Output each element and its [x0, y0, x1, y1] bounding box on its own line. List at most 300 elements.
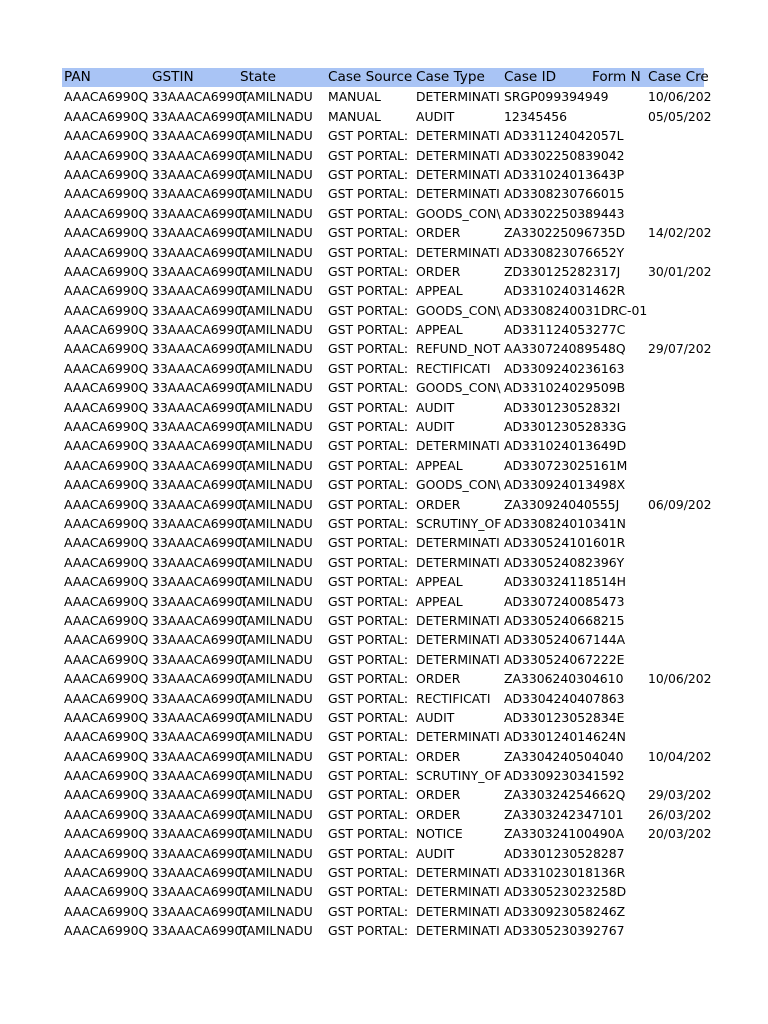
case-created-cell[interactable]	[646, 727, 704, 746]
case-type-cell[interactable]: DETERMINATI	[416, 535, 500, 551]
case-id-cell[interactable]: AD330123052832I	[504, 399, 621, 415]
state-cell[interactable]: TAMILNADU	[240, 244, 313, 260]
case-id-cell[interactable]: AD330524067144A	[504, 632, 626, 648]
case-source-cell[interactable]: GST PORTAL:	[328, 147, 409, 163]
form-no-cell[interactable]	[590, 630, 646, 649]
case-source-cell[interactable]: GST PORTAL:	[328, 884, 409, 900]
gstin-cell[interactable]: 33AAACA6990(	[152, 574, 248, 590]
gstin-cell[interactable]: 33AAACA6990(	[152, 515, 248, 531]
case-id-cell[interactable]: AA330724089548Q	[504, 341, 626, 357]
case-source-cell[interactable]: GST PORTAL:	[328, 923, 409, 939]
case-type-cell[interactable]: RECTIFICATI	[416, 360, 491, 376]
case-type-cell[interactable]: AUDIT	[416, 845, 455, 861]
pan-cell[interactable]: AAACA6990Q	[64, 147, 149, 163]
case-created-cell[interactable]	[646, 204, 704, 223]
case-type-cell[interactable]: SCRUTINY_OF	[416, 768, 502, 784]
pan-cell[interactable]: AAACA6990Q	[64, 806, 149, 822]
pan-cell[interactable]: AAACA6990Q	[64, 399, 149, 415]
form-no-cell[interactable]	[590, 824, 646, 843]
case-id-cell[interactable]: AD330723025161M	[504, 457, 628, 473]
form-no-cell[interactable]	[590, 320, 646, 339]
form-no-cell[interactable]	[590, 87, 646, 106]
state-cell[interactable]: TAMILNADU	[240, 419, 313, 435]
pan-cell[interactable]: AAACA6990Q	[64, 884, 149, 900]
pan-cell[interactable]: AAACA6990Q	[64, 496, 149, 512]
case-source-cell[interactable]: GST PORTAL:	[328, 496, 409, 512]
pan-cell[interactable]: AAACA6990Q	[64, 360, 149, 376]
state-cell[interactable]: TAMILNADU	[240, 651, 313, 667]
case-source-cell[interactable]: GST PORTAL:	[328, 283, 409, 299]
case-created-cell[interactable]: 06/09/202	[648, 496, 712, 512]
case-source-cell[interactable]: GST PORTAL:	[328, 826, 409, 842]
header-case-id[interactable]: Case ID	[504, 69, 557, 85]
case-type-cell[interactable]: DETERMINATI	[416, 89, 500, 105]
pan-cell[interactable]: AAACA6990Q	[64, 709, 149, 725]
state-cell[interactable]: TAMILNADU	[240, 884, 313, 900]
case-created-cell[interactable]: 29/07/202	[648, 341, 712, 357]
form-no-cell[interactable]	[590, 262, 646, 281]
case-created-cell[interactable]	[646, 689, 704, 708]
case-id-cell[interactable]: AD3309230341592	[504, 768, 625, 784]
case-type-cell[interactable]: DETERMINATI	[416, 186, 500, 202]
case-source-cell[interactable]: GST PORTAL:	[328, 865, 409, 881]
form-no-cell[interactable]	[590, 378, 646, 397]
case-created-cell[interactable]: 20/03/202	[648, 826, 712, 842]
state-cell[interactable]: TAMILNADU	[240, 593, 313, 609]
case-type-cell[interactable]: GOODS_CON\	[416, 477, 501, 493]
case-type-cell[interactable]: ORDER	[416, 748, 461, 764]
case-type-cell[interactable]: ORDER	[416, 496, 461, 512]
state-cell[interactable]: TAMILNADU	[240, 554, 313, 570]
case-created-cell[interactable]	[646, 514, 704, 533]
state-cell[interactable]: TAMILNADU	[240, 186, 313, 202]
pan-cell[interactable]: AAACA6990Q	[64, 225, 149, 241]
pan-cell[interactable]: AAACA6990Q	[64, 457, 149, 473]
case-id-cell[interactable]: AD3305230392767	[504, 923, 625, 939]
case-created-cell[interactable]	[646, 533, 704, 552]
case-created-cell[interactable]: 10/04/202	[648, 748, 712, 764]
case-type-cell[interactable]: GOODS_CON\	[416, 302, 501, 318]
case-created-cell[interactable]: 29/03/202	[648, 787, 712, 803]
form-no-cell[interactable]	[590, 107, 646, 126]
form-no-cell[interactable]	[590, 669, 646, 688]
case-type-cell[interactable]: AUDIT	[416, 419, 455, 435]
form-no-cell[interactable]	[590, 126, 646, 145]
gstin-cell[interactable]: 33AAACA6990(	[152, 865, 248, 881]
form-no-cell[interactable]	[590, 533, 646, 552]
gstin-cell[interactable]: 33AAACA6990(	[152, 709, 248, 725]
case-type-cell[interactable]: DETERMINATI	[416, 438, 500, 454]
form-no-cell[interactable]	[590, 456, 646, 475]
form-no-cell[interactable]	[590, 495, 646, 514]
case-source-cell[interactable]: GST PORTAL:	[328, 574, 409, 590]
case-type-cell[interactable]: AUDIT	[416, 108, 455, 124]
case-type-cell[interactable]: APPEAL	[416, 574, 463, 590]
case-created-cell[interactable]	[646, 844, 704, 863]
case-created-cell[interactable]	[646, 184, 704, 203]
gstin-cell[interactable]: 33AAACA6990(	[152, 923, 248, 939]
case-id-cell[interactable]: AD331023018136R	[504, 865, 626, 881]
case-created-cell[interactable]: 10/06/202	[648, 89, 712, 105]
case-source-cell[interactable]: GST PORTAL:	[328, 651, 409, 667]
pan-cell[interactable]: AAACA6990Q	[64, 826, 149, 842]
gstin-cell[interactable]: 33AAACA6990(	[152, 632, 248, 648]
case-created-cell[interactable]	[646, 301, 704, 320]
form-no-cell[interactable]	[590, 921, 646, 940]
case-type-cell[interactable]: ORDER	[416, 225, 461, 241]
pan-cell[interactable]: AAACA6990Q	[64, 903, 149, 919]
form-no-cell[interactable]	[590, 475, 646, 494]
state-cell[interactable]: TAMILNADU	[240, 515, 313, 531]
header-form-no[interactable]: Form N	[592, 69, 641, 85]
state-cell[interactable]: TAMILNADU	[240, 457, 313, 473]
case-id-cell[interactable]: ZA3304240504040	[504, 748, 624, 764]
gstin-cell[interactable]: 33AAACA6990(	[152, 496, 248, 512]
case-type-cell[interactable]: DETERMINATI	[416, 166, 500, 182]
state-cell[interactable]: TAMILNADU	[240, 709, 313, 725]
case-type-cell[interactable]: DETERMINATI	[416, 651, 500, 667]
case-type-cell[interactable]: DETERMINATI	[416, 729, 500, 745]
case-created-cell[interactable]	[646, 882, 704, 901]
gstin-cell[interactable]: 33AAACA6990(	[152, 845, 248, 861]
case-source-cell[interactable]: GST PORTAL:	[328, 768, 409, 784]
case-id-cell[interactable]: AD330823076652Y	[504, 244, 625, 260]
gstin-cell[interactable]: 33AAACA6990(	[152, 399, 248, 415]
gstin-cell[interactable]: 33AAACA6990(	[152, 108, 248, 124]
gstin-cell[interactable]: 33AAACA6990(	[152, 477, 248, 493]
case-created-cell[interactable]	[646, 902, 704, 921]
case-source-cell[interactable]: GST PORTAL:	[328, 845, 409, 861]
state-cell[interactable]: TAMILNADU	[240, 263, 313, 279]
state-cell[interactable]: TAMILNADU	[240, 826, 313, 842]
header-state[interactable]: State	[240, 69, 276, 85]
case-id-cell[interactable]: ZA3306240304610	[504, 671, 624, 687]
case-source-cell[interactable]: GST PORTAL:	[328, 186, 409, 202]
state-cell[interactable]: TAMILNADU	[240, 612, 313, 628]
state-cell[interactable]: TAMILNADU	[240, 574, 313, 590]
form-no-cell[interactable]	[590, 514, 646, 533]
case-created-cell[interactable]	[646, 630, 704, 649]
form-no-cell[interactable]	[590, 572, 646, 591]
case-source-cell[interactable]: GST PORTAL:	[328, 360, 409, 376]
pan-cell[interactable]: AAACA6990Q	[64, 186, 149, 202]
case-id-cell[interactable]: AD331024031462R	[504, 283, 626, 299]
case-created-cell[interactable]	[646, 165, 704, 184]
header-pan[interactable]: PAN	[64, 69, 91, 85]
state-cell[interactable]: TAMILNADU	[240, 923, 313, 939]
case-type-cell[interactable]: DETERMINATI	[416, 632, 500, 648]
case-id-cell[interactable]: 12345456	[504, 108, 568, 124]
case-source-cell[interactable]: GST PORTAL:	[328, 903, 409, 919]
header-case-type[interactable]: Case Type	[416, 69, 485, 85]
case-type-cell[interactable]: NOTICE	[416, 826, 463, 842]
form-no-cell[interactable]	[590, 146, 646, 165]
form-no-cell[interactable]	[590, 650, 646, 669]
state-cell[interactable]: TAMILNADU	[240, 477, 313, 493]
case-id-cell[interactable]: AD3309240236163	[504, 360, 625, 376]
gstin-cell[interactable]: 33AAACA6990(	[152, 283, 248, 299]
state-cell[interactable]: TAMILNADU	[240, 729, 313, 745]
gstin-cell[interactable]: 33AAACA6990(	[152, 263, 248, 279]
case-created-cell[interactable]	[646, 398, 704, 417]
case-id-cell[interactable]: AD3308240031DRC-01	[504, 302, 648, 318]
case-id-cell[interactable]: AD3302250389443	[504, 205, 625, 221]
case-id-cell[interactable]: AD330924013498X	[504, 477, 626, 493]
form-no-cell[interactable]	[590, 301, 646, 320]
case-created-cell[interactable]	[646, 126, 704, 145]
state-cell[interactable]: TAMILNADU	[240, 806, 313, 822]
case-created-cell[interactable]	[646, 359, 704, 378]
state-cell[interactable]: TAMILNADU	[240, 865, 313, 881]
case-source-cell[interactable]: GST PORTAL:	[328, 225, 409, 241]
case-created-cell[interactable]	[646, 863, 704, 882]
case-source-cell[interactable]: GST PORTAL:	[328, 438, 409, 454]
gstin-cell[interactable]: 33AAACA6990(	[152, 535, 248, 551]
state-cell[interactable]: TAMILNADU	[240, 302, 313, 318]
case-source-cell[interactable]: GST PORTAL:	[328, 535, 409, 551]
gstin-cell[interactable]: 33AAACA6990(	[152, 612, 248, 628]
case-type-cell[interactable]: ORDER	[416, 263, 461, 279]
case-type-cell[interactable]: DETERMINATI	[416, 554, 500, 570]
case-id-cell[interactable]: AD330824010341N	[504, 515, 626, 531]
case-created-cell[interactable]	[646, 146, 704, 165]
case-id-cell[interactable]: AD3301230528287	[504, 845, 625, 861]
case-type-cell[interactable]: AUDIT	[416, 709, 455, 725]
gstin-cell[interactable]: 33AAACA6990(	[152, 729, 248, 745]
pan-cell[interactable]: AAACA6990Q	[64, 166, 149, 182]
gstin-cell[interactable]: 33AAACA6990(	[152, 147, 248, 163]
case-type-cell[interactable]: DETERMINATI	[416, 612, 500, 628]
pan-cell[interactable]: AAACA6990Q	[64, 865, 149, 881]
pan-cell[interactable]: AAACA6990Q	[64, 651, 149, 667]
case-id-cell[interactable]: AD331024013643P	[504, 166, 625, 182]
pan-cell[interactable]: AAACA6990Q	[64, 612, 149, 628]
form-no-cell[interactable]	[590, 863, 646, 882]
state-cell[interactable]: TAMILNADU	[240, 225, 313, 241]
case-type-cell[interactable]: DETERMINATI	[416, 865, 500, 881]
gstin-cell[interactable]: 33AAACA6990(	[152, 302, 248, 318]
pan-cell[interactable]: AAACA6990Q	[64, 302, 149, 318]
pan-cell[interactable]: AAACA6990Q	[64, 574, 149, 590]
gstin-cell[interactable]: 33AAACA6990(	[152, 166, 248, 182]
pan-cell[interactable]: AAACA6990Q	[64, 244, 149, 260]
state-cell[interactable]: TAMILNADU	[240, 535, 313, 551]
case-id-cell[interactable]: AD331124042057L	[504, 128, 624, 144]
pan-cell[interactable]: AAACA6990Q	[64, 89, 149, 105]
gstin-cell[interactable]: 33AAACA6990(	[152, 593, 248, 609]
case-type-cell[interactable]: DETERMINATI	[416, 903, 500, 919]
case-id-cell[interactable]: ZA330324100490A	[504, 826, 625, 842]
case-created-cell[interactable]: 05/05/202	[648, 108, 712, 124]
pan-cell[interactable]: AAACA6990Q	[64, 748, 149, 764]
case-id-cell[interactable]: AD330124014624N	[504, 729, 626, 745]
pan-cell[interactable]: AAACA6990Q	[64, 729, 149, 745]
case-id-cell[interactable]: AD330524082396Y	[504, 554, 625, 570]
gstin-cell[interactable]: 33AAACA6990(	[152, 457, 248, 473]
case-type-cell[interactable]: GOODS_CON\	[416, 380, 501, 396]
case-type-cell[interactable]: REFUND_NOT	[416, 341, 501, 357]
form-no-cell[interactable]	[590, 689, 646, 708]
gstin-cell[interactable]: 33AAACA6990(	[152, 360, 248, 376]
case-source-cell[interactable]: GST PORTAL:	[328, 671, 409, 687]
case-created-cell[interactable]: 10/06/202	[648, 671, 712, 687]
case-id-cell[interactable]: ZA330324254662Q	[504, 787, 626, 803]
case-id-cell[interactable]: AD331124053277C	[504, 322, 626, 338]
case-type-cell[interactable]: DETERMINATI	[416, 884, 500, 900]
form-no-cell[interactable]	[590, 184, 646, 203]
pan-cell[interactable]: AAACA6990Q	[64, 515, 149, 531]
form-no-cell[interactable]	[590, 243, 646, 262]
case-type-cell[interactable]: APPEAL	[416, 593, 463, 609]
case-source-cell[interactable]: GST PORTAL:	[328, 205, 409, 221]
header-gstin[interactable]: GSTIN	[152, 69, 194, 85]
case-type-cell[interactable]: DETERMINATI	[416, 128, 500, 144]
case-id-cell[interactable]: SRGP099394949	[504, 89, 609, 105]
gstin-cell[interactable]: 33AAACA6990(	[152, 554, 248, 570]
case-created-cell[interactable]	[646, 708, 704, 727]
case-id-cell[interactable]: AD331024013649D	[504, 438, 627, 454]
case-source-cell[interactable]: GST PORTAL:	[328, 128, 409, 144]
case-id-cell[interactable]: AD3307240085473	[504, 593, 625, 609]
state-cell[interactable]: TAMILNADU	[240, 147, 313, 163]
case-source-cell[interactable]: GST PORTAL:	[328, 729, 409, 745]
form-no-cell[interactable]	[590, 766, 646, 785]
gstin-cell[interactable]: 33AAACA6990(	[152, 787, 248, 803]
form-no-cell[interactable]	[590, 727, 646, 746]
state-cell[interactable]: TAMILNADU	[240, 632, 313, 648]
case-id-cell[interactable]: AD331024029509B	[504, 380, 626, 396]
case-type-cell[interactable]: ORDER	[416, 787, 461, 803]
case-source-cell[interactable]: GST PORTAL:	[328, 244, 409, 260]
gstin-cell[interactable]: 33AAACA6990(	[152, 806, 248, 822]
case-created-cell[interactable]: 26/03/202	[648, 806, 712, 822]
gstin-cell[interactable]: 33AAACA6990(	[152, 748, 248, 764]
pan-cell[interactable]: AAACA6990Q	[64, 438, 149, 454]
case-source-cell[interactable]: GST PORTAL:	[328, 554, 409, 570]
gstin-cell[interactable]: 33AAACA6990(	[152, 205, 248, 221]
pan-cell[interactable]: AAACA6990Q	[64, 263, 149, 279]
pan-cell[interactable]: AAACA6990Q	[64, 108, 149, 124]
form-no-cell[interactable]	[590, 844, 646, 863]
form-no-cell[interactable]	[590, 417, 646, 436]
gstin-cell[interactable]: 33AAACA6990(	[152, 690, 248, 706]
case-created-cell[interactable]	[646, 417, 704, 436]
case-created-cell[interactable]	[646, 243, 704, 262]
case-created-cell[interactable]	[646, 320, 704, 339]
case-id-cell[interactable]: AD330123052833G	[504, 419, 627, 435]
gstin-cell[interactable]: 33AAACA6990(	[152, 322, 248, 338]
case-id-cell[interactable]: ZD330125282317J	[504, 263, 621, 279]
form-no-cell[interactable]	[590, 204, 646, 223]
case-type-cell[interactable]: APPEAL	[416, 457, 463, 473]
case-id-cell[interactable]: AD330324118514H	[504, 574, 626, 590]
form-no-cell[interactable]	[590, 281, 646, 300]
case-source-cell[interactable]: GST PORTAL:	[328, 457, 409, 473]
gstin-cell[interactable]: 33AAACA6990(	[152, 128, 248, 144]
case-type-cell[interactable]: AUDIT	[416, 399, 455, 415]
pan-cell[interactable]: AAACA6990Q	[64, 632, 149, 648]
case-source-cell[interactable]: GST PORTAL:	[328, 748, 409, 764]
case-source-cell[interactable]: GST PORTAL:	[328, 515, 409, 531]
pan-cell[interactable]: AAACA6990Q	[64, 923, 149, 939]
case-id-cell[interactable]: AD330523023258D	[504, 884, 627, 900]
form-no-cell[interactable]	[590, 553, 646, 572]
form-no-cell[interactable]	[590, 611, 646, 630]
form-no-cell[interactable]	[590, 436, 646, 455]
pan-cell[interactable]: AAACA6990Q	[64, 322, 149, 338]
pan-cell[interactable]: AAACA6990Q	[64, 380, 149, 396]
pan-cell[interactable]: AAACA6990Q	[64, 768, 149, 784]
case-source-cell[interactable]: GST PORTAL:	[328, 477, 409, 493]
case-source-cell[interactable]: GST PORTAL:	[328, 612, 409, 628]
state-cell[interactable]: TAMILNADU	[240, 399, 313, 415]
case-created-cell[interactable]	[646, 650, 704, 669]
case-id-cell[interactable]: ZA3303242347101	[504, 806, 624, 822]
state-cell[interactable]: TAMILNADU	[240, 438, 313, 454]
state-cell[interactable]: TAMILNADU	[240, 360, 313, 376]
state-cell[interactable]: TAMILNADU	[240, 903, 313, 919]
case-type-cell[interactable]: APPEAL	[416, 283, 463, 299]
pan-cell[interactable]: AAACA6990Q	[64, 554, 149, 570]
case-id-cell[interactable]: ZA330924040555J	[504, 496, 620, 512]
case-id-cell[interactable]: AD330923058246Z	[504, 903, 626, 919]
case-created-cell[interactable]	[646, 766, 704, 785]
form-no-cell[interactable]	[590, 398, 646, 417]
pan-cell[interactable]: AAACA6990Q	[64, 128, 149, 144]
case-type-cell[interactable]: DETERMINATI	[416, 923, 500, 939]
state-cell[interactable]: TAMILNADU	[240, 845, 313, 861]
case-id-cell[interactable]: AD3308230766015	[504, 186, 625, 202]
gstin-cell[interactable]: 33AAACA6990(	[152, 244, 248, 260]
gstin-cell[interactable]: 33AAACA6990(	[152, 651, 248, 667]
pan-cell[interactable]: AAACA6990Q	[64, 535, 149, 551]
case-created-cell[interactable]	[646, 475, 704, 494]
case-source-cell[interactable]: GST PORTAL:	[328, 341, 409, 357]
state-cell[interactable]: TAMILNADU	[240, 166, 313, 182]
pan-cell[interactable]: AAACA6990Q	[64, 845, 149, 861]
case-created-cell[interactable]	[646, 592, 704, 611]
state-cell[interactable]: TAMILNADU	[240, 108, 313, 124]
case-id-cell[interactable]: AD3302250839042	[504, 147, 625, 163]
case-source-cell[interactable]: GST PORTAL:	[328, 166, 409, 182]
case-id-cell[interactable]: AD3304240407863	[504, 690, 625, 706]
form-no-cell[interactable]	[590, 785, 646, 804]
case-created-cell[interactable]: 30/01/202	[648, 263, 712, 279]
gstin-cell[interactable]: 33AAACA6990(	[152, 380, 248, 396]
case-created-cell[interactable]	[646, 456, 704, 475]
state-cell[interactable]: TAMILNADU	[240, 690, 313, 706]
form-no-cell[interactable]	[590, 882, 646, 901]
state-cell[interactable]: TAMILNADU	[240, 671, 313, 687]
form-no-cell[interactable]	[590, 805, 646, 824]
case-source-cell[interactable]: GST PORTAL:	[328, 380, 409, 396]
form-no-cell[interactable]	[590, 339, 646, 358]
state-cell[interactable]: TAMILNADU	[240, 341, 313, 357]
case-source-cell[interactable]: MANUAL	[328, 108, 381, 124]
case-created-cell[interactable]	[646, 281, 704, 300]
header-case-created[interactable]: Case Cre	[648, 69, 709, 85]
gstin-cell[interactable]: 33AAACA6990(	[152, 768, 248, 784]
pan-cell[interactable]: AAACA6990Q	[64, 283, 149, 299]
state-cell[interactable]: TAMILNADU	[240, 322, 313, 338]
case-type-cell[interactable]: ORDER	[416, 806, 461, 822]
case-type-cell[interactable]: ORDER	[416, 671, 461, 687]
state-cell[interactable]: TAMILNADU	[240, 128, 313, 144]
case-id-cell[interactable]: AD3305240668215	[504, 612, 625, 628]
case-source-cell[interactable]: GST PORTAL:	[328, 787, 409, 803]
case-type-cell[interactable]: DETERMINATI	[416, 244, 500, 260]
case-source-cell[interactable]: GST PORTAL:	[328, 399, 409, 415]
